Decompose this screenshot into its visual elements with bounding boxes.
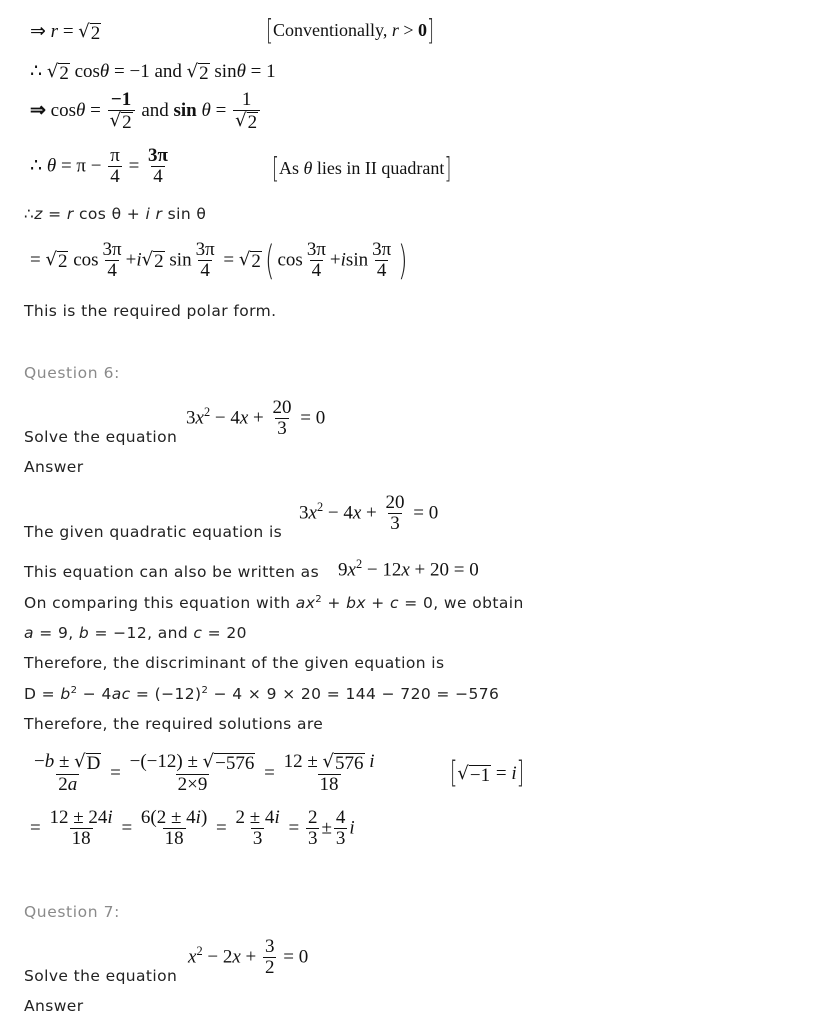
question-6-equation: $3x^2 - 4x$ + $\frac{20}{3}$ = 0 — [186, 397, 326, 439]
quadrant-note: [As θ lies in II quadrant] — [272, 151, 452, 186]
given-equation-text: The given quadratic equation is — [24, 523, 283, 541]
question-7-prompt: Solve the equation — [24, 967, 178, 985]
solutions-intro: Therefore, the required solutions are — [24, 715, 324, 733]
discriminant-intro: Therefore, the discriminant of the given equation is — [24, 654, 445, 672]
discriminant-value: $D = b^2 - 4ac = (-12)^2 - 4 \times 9 \times 20 = 144 - 720 = -576$ — [24, 685, 500, 704]
given-equation: $3x^2 - 4x$ + $\frac{20}{3}$ = 0 — [299, 492, 439, 534]
z-definition-line: ∴z = r cos θ + i r sin θ — [24, 205, 207, 223]
question-6-prompt: Solve the equation — [24, 428, 178, 446]
polar-form-conclusion: This is the required polar form. — [24, 302, 277, 320]
cos-sin-fraction-line: ⇒ cosθ = −1 √ 2 and sin θ = 1 √ 2 — [30, 90, 262, 133]
question-6-answer-label: Answer — [24, 458, 84, 476]
question-6-heading: Question 6: — [24, 364, 120, 382]
question-7-answer-label: Answer — [24, 997, 84, 1015]
imaginary-unit-note: [ √ −1 = i] — [450, 755, 525, 791]
solutions-result-line: = $\frac{12 \pm 24i}{18}$ = $\frac{6(2 \pm 4i)}{18}$ = $\frac{2 \pm 4i}{3}$ = $\frac{2}{3}$ ± $\frac{4}{3}$ i — [30, 807, 355, 849]
theta-value-line: ∴ θ = π − $\frac{\pi}{4}$ = $\frac{3\pi}{4}$ — [30, 145, 168, 187]
question-7-heading: Question 7: — [24, 903, 120, 921]
question-7-equation: $x^2 - 2x$ + $\frac{3}{2}$ = 0 — [188, 936, 309, 978]
polar-form-expression: = √ 2 cos $\frac{3\pi}{4}$ +i √ 2 sin $\frac{3\pi}{4}$ = √ 2 ( cos $\frac{3\pi}{4}$ +isin $\frac{3\pi}{4}$ ) — [30, 238, 408, 284]
compare-text: On comparing this equation with $ax^2$ + bx + c = 0, we obtain — [24, 594, 524, 613]
quadratic-formula-line: −b ± √ D 2a = −(−12) ± √ −576 2×9 = 12 ± √ 576 i 18 — [34, 751, 375, 795]
r-value-line: ⇒ r = √ 2 — [30, 21, 101, 44]
coefficients-text: a = 9, b = −12, and c = 20 — [24, 624, 247, 642]
rewrite-equation: $9x^2 - 12x + 20 = 0$ — [338, 557, 479, 581]
rewrite-text: This equation can also be written as — [24, 563, 320, 581]
cos-sin-values-line: ∴ √ 2 cosθ = −1 and √ 2 sinθ = 1 — [30, 61, 276, 84]
conventionally-note: [Conventionally, r > 0] — [266, 13, 435, 48]
